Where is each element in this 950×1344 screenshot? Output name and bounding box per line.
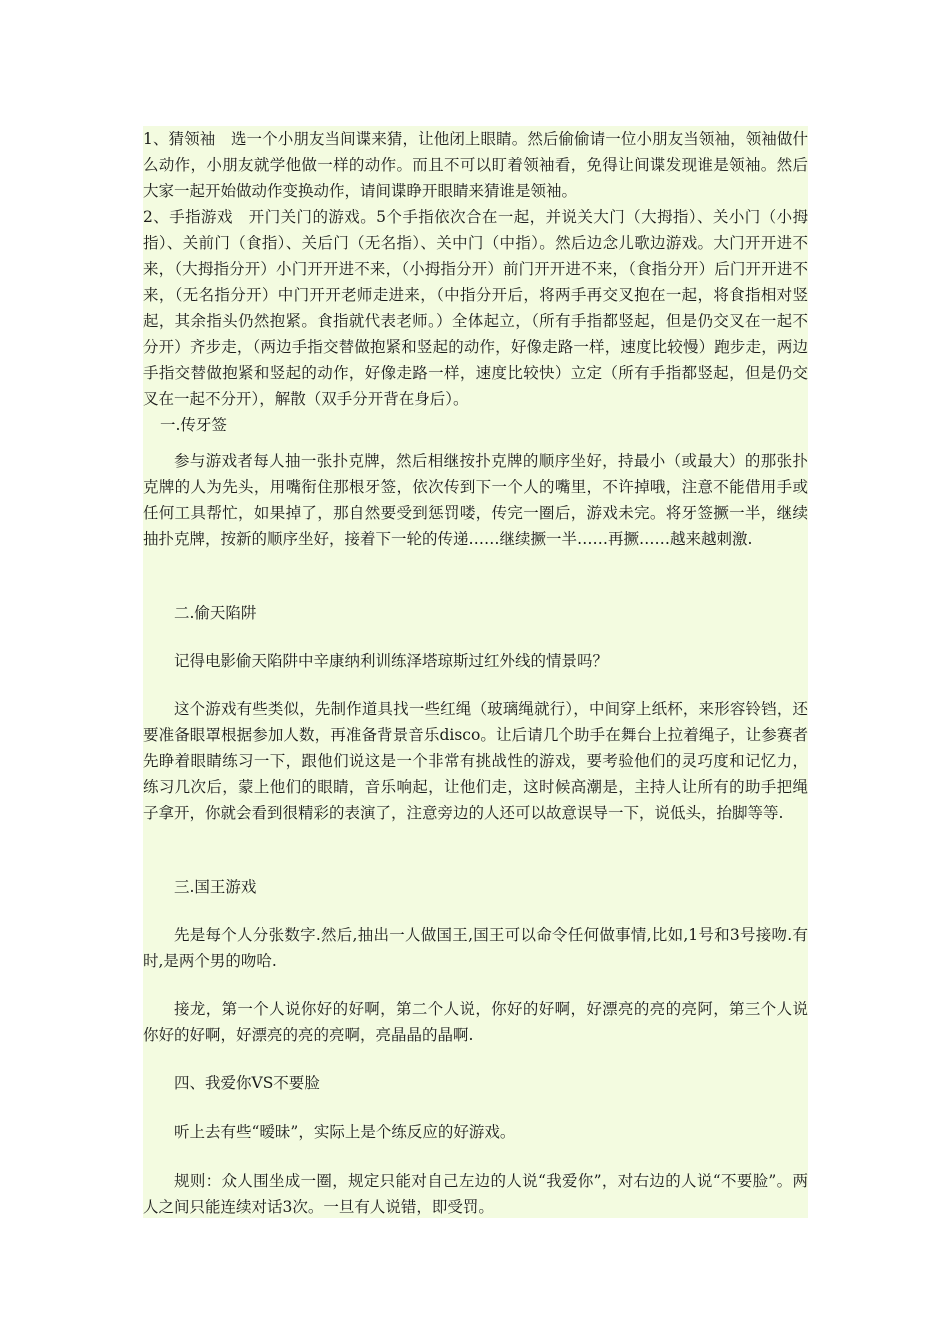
paragraph-love-intro: 听上去有些“暧昧”，实际上是个练反应的好游戏。 [174,1123,516,1141]
paragraph-king-game: 先是每个人分张数字.然后,抽出一人做国王,国王可以命令任何做事情,比如,1号和3号接吻.有时,是两个男的吻哈. [143,926,808,970]
document-page [143,126,808,1218]
paragraph-entrapment-intro: 记得电影偷天陷阱中辛康纳利训练泽塔琼斯过红外线的情景吗？ [174,652,609,670]
paragraph-love-rules: 规则：众人围坐成一圈，规定只能对自己左边的人说“我爱你”，对右边的人说“不要脸”。两人之间只能连续对话3次。一旦有人说错，即受罚。 [143,1172,808,1216]
heading-entrapment: 二.偷天陷阱 [174,604,257,622]
paragraph-entrapment-rules: 这个游戏有些类似，先制作道具找一些红绳（玻璃绳就行），中间穿上纸杯，来形容铃铛，还要准备眼罩根据参加人数，再准备背景音乐disco。让后请几个助手在舞台上拉着绳子，让参赛者先睁着眼睛练习一下，跟他们说这是一个非常有挑战性的游戏，要考验他们的灵巧度和记忆力，练习几次后，蒙上他们的眼睛，音乐响起，让他们走，这时候高潮是，主持人让所有的助手把绳子拿开，你就会看到很精彩的表演了，注意旁边的人还可以故意误导一下，说低头，抬脚等等. [143,700,808,822]
paragraph-pass-toothpick: 参与游戏者每人抽一张扑克牌，然后相继按扑克牌的顺序坐好，持最小（或最大）的那张扑克牌的人为先头，用嘴衔住那根牙签，依次传到下一个人的嘴里，不许掉哦，注意不能借用手或任何工具帮忙，如果掉了，那自然要受到惩罚喽，传完一圈后，游戏未完。将牙签撅一半，继续抽扑克牌，按新的顺序坐好，接着下一轮的传递……继续撅一半……再撅……越来越刺激. [143,452,808,548]
heading-king-game: 三.国王游戏 [174,878,257,896]
heading-pass-toothpick: 一.传牙签 [160,416,227,434]
paragraph-word-chain: 接龙，第一个人说你好的好啊，第二个人说，你好的好啊，好漂亮的亮的亮阿，第三个人说你好的好啊，好漂亮的亮的亮啊，亮晶晶的晶啊. [143,1000,808,1044]
paragraph-finger-game: 2、手指游戏 开门关门的游戏。5个手指依次合在一起，并说关大门（大拇指）、关小门（小拇指）、关前门（食指）、关后门（无名指）、关中门（中指）。然后边念儿歌边游戏。大门开开进不来，（大拇指分开）小门开开进不来，（小拇指分开）前门开开进不来，（食指分开）后门开开进不来，（无名指分开）中门开开老师走进来，（中指分开后，将两手再交叉抱在一起，将食指相对竖起，其余指头仍然抱紧。食指就代表老师。）全体起立，（所有手指都竖起，但是仍交叉在一起不分开）齐步走，（两边手指交替做抱紧和竖起的动作，好像走路一样，速度比较慢）跑步走，两边手指交替做抱紧和竖起的动作，好像走路一样，速度比较快）立定（所有手指都竖起，但是仍交叉在一起不分开），解散（双手分开背在身后）。 [143,208,808,408]
paragraph-guess-leader: 1、猜领袖 选一个小朋友当间谍来猜，让他闭上眼睛。然后偷偷请一位小朋友当领袖，领袖做什么动作，小朋友就学他做一样的动作。而且不可以盯着领袖看，免得让间谍发现谁是领袖。然后大家一起开始做动作变换动作，请间谍睁开眼睛来猜谁是领袖。 [143,130,808,200]
heading-love-vs-shameless: 四、我爱你VS不要脸 [174,1074,320,1092]
